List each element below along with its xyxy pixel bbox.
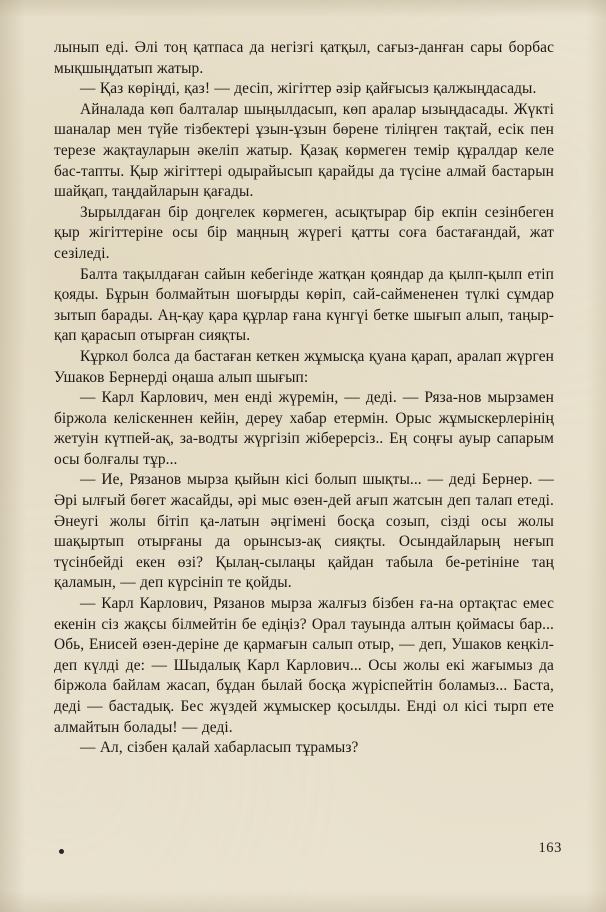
ink-dot-mark [59, 849, 64, 854]
paragraph: Кұркол болса да бастаған кеткен жұмысқа қуана қарап, аралап жүрген Ушаков Бернерді оңаша алып шығып: [54, 347, 554, 386]
paragraph: Айналада көп балталар шыңылдасып, көп аралар ызыңдасады. Жүкті шаналар мен түйе тізбектері ұзын-ұзын бөрене тіліңген тақтай, есік пен терезе жақтауларын әкеліп жатыр. Қазақ көрмеген темір құралдар келе бас-тапты. Қыр жігіттері одырайысып қарайды да түсіне алмай бастарын шайқап, таңдайларын қағады. [54, 100, 554, 201]
page-footer [54, 840, 562, 870]
paragraph: Балта тақылдаған сайын кебегінде жатқан қояндар да қылп-қылп етіп қояды. Бұрын болмайтын шоғырды көріп, сай-саймененен түлкі сұмдар зытып барады. Аң-қау қара құрлар ғана күнгүі бетке шығып алып, таңыр-қап қарасып отырған сияқты. [54, 265, 554, 345]
paragraph: — Ал, сізбен қалай хабарласып тұрамыз? [80, 739, 359, 757]
paragraph: Зырылдаған бір доңгелек көрмеген, асықтырар бір екпін сезінбеген қыр жігіттеріне осы бір маңның жүрегі қатты соға бастағандай, жат сезіледі. [54, 203, 554, 262]
body-text-column [54, 38, 554, 759]
paragraph: — Карл Карлович, Рязанов мырза жалғыз бізбен ға-на ортақтас емес екенін сіз жақсы білмейтін бе едіңіз? Орал тауында алтын қоймасы бар... Обь, Енисей өзен-деріне де қармағын салып отыр, — деп, Ушаков кеңкіл-деп күлді де: — Шыдалық Карл Карлович... Осы жолы екі жағымыз да біржола байлам жасап, бұдан былай босқа жүріспейтін боламыз... Баста, деді — бастадық. Бес жүздей жұмыскер қосылды. Енді ол кісі тырп ете алмайтын болады! — деді. [54, 595, 554, 736]
page-edge-shadow-left [0, 0, 26, 912]
page-edge-shadow-top [0, 0, 606, 18]
paragraph: — Карл Карлович, мен енді жүремін, — деді. — Ряза-нов мырзамен біржола келіскеннен кейін, дереу хабар етермін. Орыс жұмыскерлерінің жетуін күтпей-ақ, за-водты жүргізіп жіберерсіз.. Ең соңғы ауыр сапарым осы болғалы тұр... [54, 389, 554, 468]
paragraph: лынып еді. Әлі тоң қатпаса да негізгі қатқыл, сағыз-данған сары борбас мықшыңдатып жатыр. [54, 39, 554, 77]
page-number: 163 [538, 840, 562, 856]
page-edge-shadow-bottom [0, 890, 606, 912]
page-edge-shadow-right [586, 0, 606, 912]
paragraph: — Қаз көріңді, қаз! — десіп, жігіттер әзір қайғысыз қалжыңдасады. [80, 80, 537, 98]
paragraph: — Ие, Рязанов мырза қыйын кісі болып шықты... — деді Бернер. — Әрі ылғый бөгет жасайды, әрі мыс өзен-дей ағып жатсын деп талап етеді. Әнеугі жолы бітіп қа-латын әңгімені босқа созып, сізді осы жолы шақыртып отырғаны да орынсыз-ақ сияқты. Осындайларың неғып түсінбейді екен өзі? Қылаң-сылаңы қайдан табыла бе-ретініне таң қаламын, — деп күрсініп те қойды. [54, 471, 554, 592]
